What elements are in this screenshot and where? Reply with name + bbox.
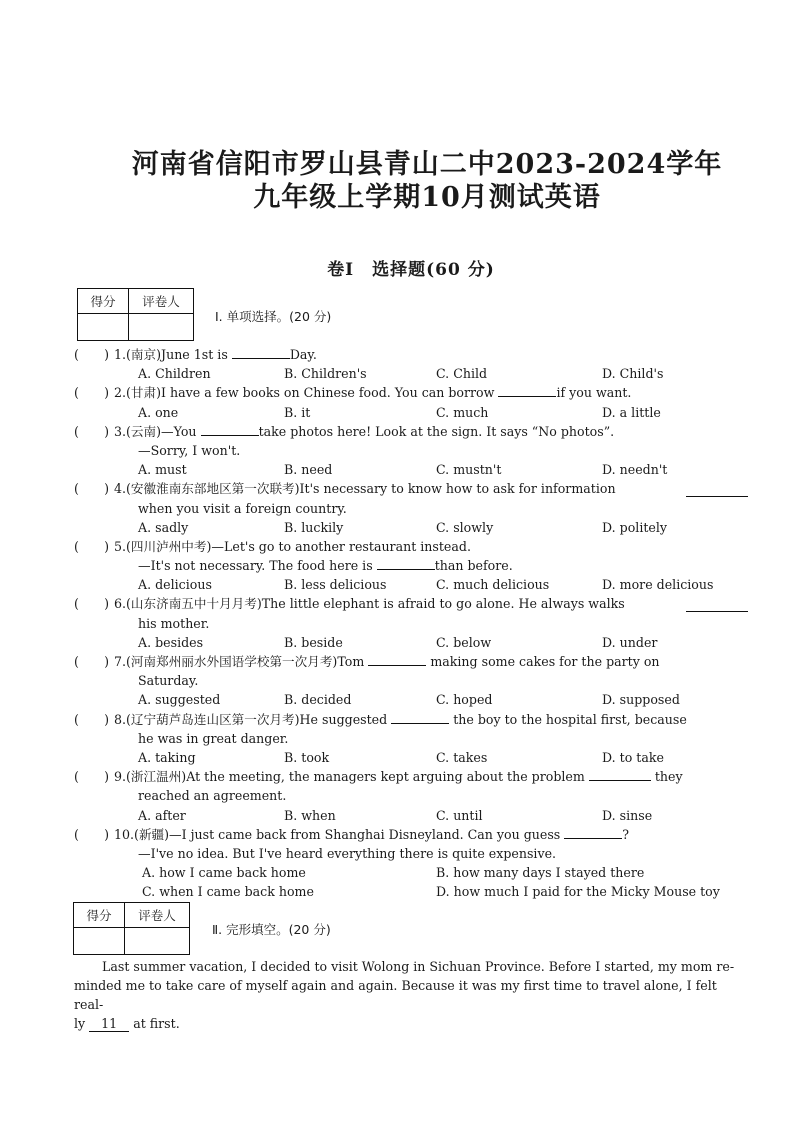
question-10 [74,825,754,902]
question-text: 1.(南京)June 1st is [114,347,228,362]
part1-heading: Ⅰ. 单项选择。(20 分) [215,309,332,324]
question-text: 3.(云南)—You [114,423,197,439]
option-c: C. Child [436,366,488,382]
option-c: C. much delicious [436,577,550,593]
question-continuation: —Sorry, I won't. [138,442,241,458]
part2-heading: Ⅱ. 完形填空。(20 分) [212,922,331,937]
option-d: D. Child's [602,366,664,382]
question-text: Day. [289,347,317,362]
option-a: A. suggested [138,692,221,708]
option-d: D. a little [602,404,661,420]
grader-cell[interactable] [129,314,194,341]
question-1 [74,345,754,383]
option-a: A. taking [138,749,196,765]
answer-blank[interactable] [686,598,748,612]
question-continuation: Saturday. [138,673,199,689]
answer-blank[interactable] [391,710,449,724]
option-d: D. more delicious [602,577,714,593]
option-d: D. politely [602,519,668,535]
question-text: 9.(浙江温州)At the meeting, the managers kept arguing about the problem [114,769,585,785]
cloze-passage [74,957,748,1033]
option-c: C. until [436,807,483,823]
question-list [74,345,754,901]
option-b: B. took [284,749,330,765]
option-a: A. sadly [138,519,189,535]
grader-label: 评卷人 [129,289,194,314]
question-text: 5.(四川泸州中考)—Let's go to another restaurant instead. [114,538,471,554]
answer-paren[interactable]: ( ) [74,711,110,727]
option-a: A. Children [138,366,211,382]
question-2 [74,383,754,421]
option-b: B. Children's [284,366,367,382]
score-cell[interactable] [78,314,129,341]
option-b: B. when [284,807,336,823]
answer-paren[interactable]: ( ) [74,423,110,439]
option-a: A. one [138,404,179,420]
option-b: B. how many days I stayed there [436,865,645,881]
answer-paren[interactable]: ( ) [74,826,110,842]
answer-paren[interactable]: ( ) [74,654,110,669]
answer-blank[interactable] [201,422,259,436]
question-continuation: his mother. [138,615,210,631]
question-text: 7.(河南郑州丽水外国语学校第一次月考)Tom [114,654,365,669]
option-b: B. need [284,462,333,478]
option-c: C. when I came back home [142,884,314,900]
question-text: making some cakes for the party on [430,654,660,669]
question-continuation: when you visit a foreign country. [138,500,347,516]
answer-paren[interactable]: ( ) [74,769,110,785]
question-text: 6.(山东济南五中十月月考)The little elephant is afraid to go alone. He always walks [114,596,625,612]
question-3 [74,422,754,480]
question-text: ? [622,826,630,842]
score-box-part1 [77,288,194,341]
score-box-part2 [73,902,190,955]
option-a: A. how I came back home [142,865,306,881]
question-text: take photos here! Look at the sign. It says “No photos”. [258,423,615,439]
question-4 [74,479,754,537]
answer-blank[interactable] [368,652,426,666]
option-a: A. delicious [138,577,212,593]
option-a: A. besides [138,634,204,650]
option-d: D. needn't [602,462,668,478]
option-d: D. supposed [602,692,680,708]
question-text: 2.(甘肃)I have a few books on Chinese food. You can borrow [114,385,495,401]
option-d: D. sinse [602,807,653,823]
answer-blank[interactable] [377,556,435,570]
option-d: D. to take [602,749,664,765]
exam-title-line2: 九年级上学期10月测试英语 [253,182,601,213]
option-c: C. takes [436,749,488,765]
answer-blank[interactable] [564,825,622,839]
passage-line: Last summer vacation, I decided to visit Wolong in Sichuan Province. Before I started, my mom re- [102,959,735,974]
option-b: B. it [284,404,311,420]
option-c: C. much [436,404,489,420]
answer-blank[interactable] [686,483,748,497]
question-7 [74,652,754,710]
question-continuation: reached an agreement. [138,788,287,804]
question-text: 4.(安徽淮南东部地区第一次联考)It's necessary to know how to ask for information [114,481,616,497]
question-text: they [654,769,683,785]
score-label: 得分 [78,289,129,314]
question-5 [74,537,754,595]
question-8 [74,710,754,768]
option-b: B. less delicious [284,577,387,593]
question-continuation: —It's not necessary. The food here is [138,558,373,574]
option-d: D. how much I paid for the Micky Mouse toy [436,884,720,900]
answer-paren[interactable]: ( ) [74,385,110,401]
answer-blank[interactable] [232,345,290,359]
question-continuation: —I've no idea. But I've heard everything there is quite expensive. [138,845,557,861]
passage-line: ly [74,1016,86,1031]
option-a: A. after [138,807,186,823]
answer-blank[interactable] [589,767,651,781]
option-b: B. beside [284,634,343,650]
question-9 [74,767,754,825]
question-continuation: he was in great danger. [138,730,289,746]
option-a: A. must [138,462,187,478]
question-text: the boy to the hospital first, because [453,711,687,727]
score-label: 得分 [74,903,125,928]
passage-line: at first. [133,1016,180,1031]
passage-line: minded me to take care of myself again and again. Because it was my first time to travel alone, I felt real- [74,978,717,1012]
score-cell[interactable] [74,928,125,955]
answer-blank[interactable] [498,383,556,397]
question-text: if you want. [556,385,632,401]
section-heading: 卷Ⅰ 选择题(60 分) [327,260,495,280]
option-c: C. hoped [436,692,493,708]
option-b: B. luckily [284,519,344,535]
option-c: C. below [436,634,492,650]
question-continuation-end: than before. [434,558,513,574]
option-c: C. slowly [436,519,494,535]
option-d: D. under [602,634,658,650]
answer-paren[interactable]: ( ) [74,481,110,497]
answer-paren[interactable]: ( ) [74,538,110,554]
question-text: 10.(新疆)—I just came back from Shanghai Disneyland. Can you guess [114,826,561,842]
question-text: 8.(辽宁葫芦岛连山区第一次月考)He suggested [114,711,388,727]
option-b: B. decided [284,692,352,708]
question-6 [74,594,754,652]
option-c: C. mustn't [436,462,502,478]
grader-cell[interactable] [125,928,190,955]
answer-paren[interactable]: ( ) [74,596,110,612]
exam-title-line1: 河南省信阳市罗山县青山二中2023-2024学年 [131,149,723,180]
cloze-blank-11[interactable]: 11 [89,1017,129,1032]
grader-label: 评卷人 [125,903,190,928]
answer-paren[interactable]: ( ) [74,347,110,362]
